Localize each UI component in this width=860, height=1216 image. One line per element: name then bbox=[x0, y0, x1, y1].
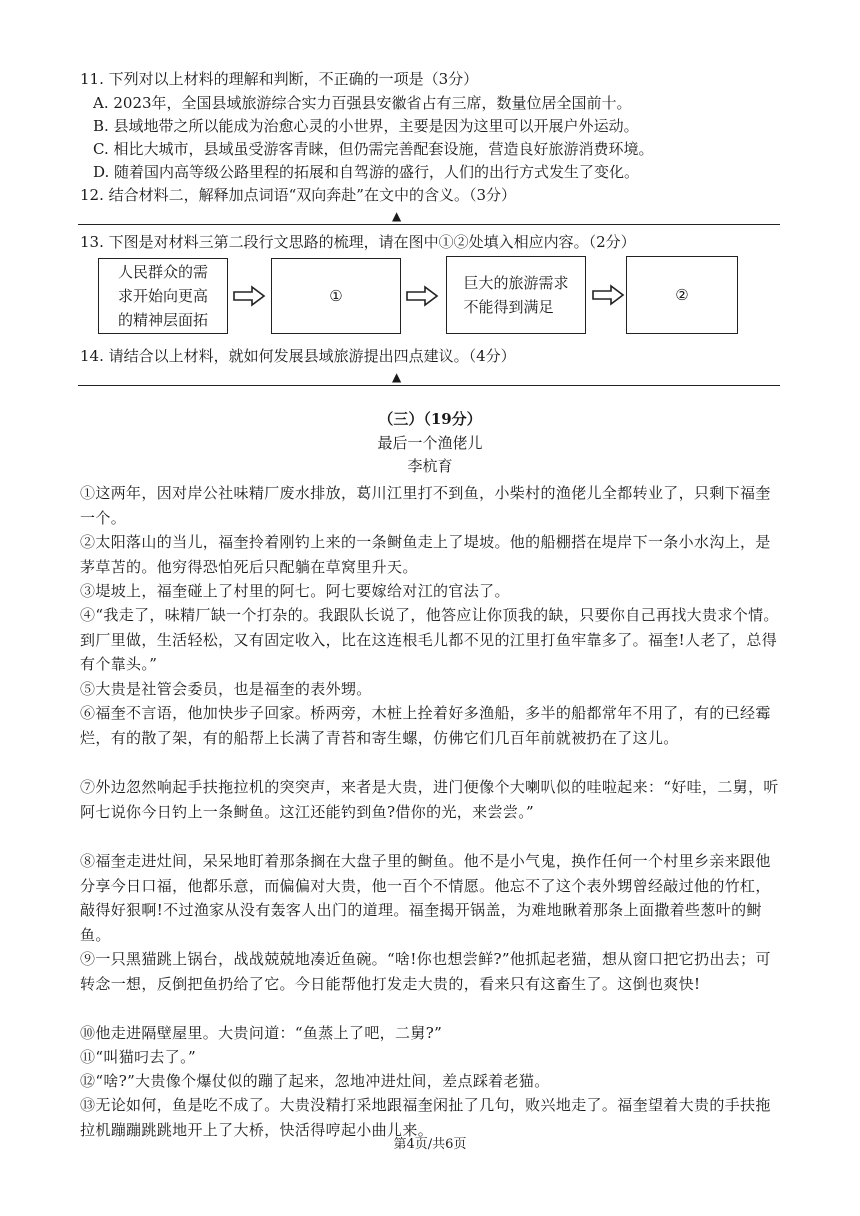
section-heading: （三）（19分） bbox=[378, 410, 482, 428]
q11-option-a: A. 2023年，全国县域旅游综合实力百强县安徽省占有三席，数量位居全国前十。 bbox=[93, 94, 632, 112]
flow-box-1 bbox=[98, 258, 228, 334]
flow-arrow-3 bbox=[591, 284, 625, 306]
flow-box-3-line-2: 不能得到满足 bbox=[463, 298, 554, 316]
paragraph-7: ⑦外边忽然响起手扶拖拉机的突突声，来者是大贵，进门便像个大喇叭似的哇啦起来：“好哇，二舅，听阿七说你今日钓上一条鲥鱼。这江还能钓到鱼?借你的光，来尝尝。” bbox=[80, 778, 779, 821]
flow-box-3-line-1: 巨大的旅游需求 bbox=[463, 274, 569, 292]
flow-box-4 bbox=[626, 256, 738, 334]
flow-arrow-1 bbox=[232, 285, 266, 307]
paragraph-9: ⑨一只黑猫跳上锅台，战战兢兢地凑近鱼碗。“啥!你也想尝鲜?”他抓起老猫，想从窗口把它扔出去；可转念一想，反倒把鱼扔给了它。今日能帮他打发走大贵的，看来只有这畜生了。这倒也爽快! bbox=[80, 950, 771, 993]
paragraph-6: ⑥福奎不言语，他加快步子回家。桥两旁，木桩上拴着好多渔船，多半的船都常年不用了，有的已经霉烂，有的散了架，有的船帮上长满了青苔和寄生螺，仿佛它们几百年前就被扔在了这儿。 bbox=[80, 704, 771, 747]
q13-stem: 13. 下图是对材料三第二段行文思路的梳理，请在图中①②处填入相应内容。（2分） bbox=[80, 233, 636, 251]
answer-line-12 bbox=[78, 224, 780, 225]
flow-box-1-line-1: 人民群众的需 bbox=[117, 263, 208, 281]
flow-arrow-2 bbox=[405, 285, 439, 307]
q11-option-d: D. 随着国内高等级公路里程的拓展和自驾游的盛行，人们的出行方式发生了变化。 bbox=[93, 163, 640, 181]
paragraph-11: ⑪“叫猫叼去了。” bbox=[80, 1048, 196, 1066]
paragraph-8: ⑧福奎走进灶间，呆呆地盯着那条搁在大盘子里的鲥鱼。他不是小气鬼，换作任何一个村里乡亲来跟他分享今日口福，他都乐意，而偏偏对大贵，他一百个不情愿。他忘不了这个表外甥曾经敲过他的竹杠，敲得好狠啊!不过渔家从没有轰客人出门的道理。福奎揭开锅盖，为难地瞅着那条上面撒着些葱叶的鲥鱼。 bbox=[80, 852, 771, 944]
page-footer: 第4页/共6页 bbox=[393, 1137, 467, 1152]
flow-box-3 bbox=[446, 256, 586, 334]
paragraph-3: ③堤坡上，福奎碰上了村里的阿七。阿七要嫁给对江的官法了。 bbox=[80, 582, 510, 600]
q14-stem: 14. 请结合以上材料，就如何发展县域旅游提出四点建议。（4分） bbox=[80, 347, 516, 365]
paragraph-10: ⑩他走进隔壁屋里。大贵问道：“鱼蒸上了吧，二舅?” bbox=[80, 1024, 443, 1042]
paragraph-13: ⑬无论如何，鱼是吃不成了。大贵没精打采地跟福奎闲扯了几句，败兴地走了。福奎望着大贵的手扶拖拉机蹦蹦跳跳地开上了大桥，快活得哼起小曲儿来。 bbox=[80, 1096, 771, 1139]
q12-stem: 12. 结合材料二，解释加点词语“双向奔赴”在文中的含义。（3分） bbox=[80, 186, 517, 204]
answer-marker-12: ▲ bbox=[392, 209, 402, 223]
paragraph-5: ⑤大贵是社管会委员，也是福奎的表外甥。 bbox=[80, 680, 372, 698]
flow-box-2 bbox=[271, 258, 401, 334]
paragraph-2: ②太阳落山的当儿，福奎拎着刚钓上来的一条鲥鱼走上了堤坡。他的船棚搭在堤岸下一条小水沟上，是茅草苫的。他穷得恐怕死后只配躺在草窝里升天。 bbox=[80, 533, 771, 576]
q11-option-b: B. 县域地带之所以能成为治愈心灵的小世界，主要是因为这里可以开展户外运动。 bbox=[93, 117, 639, 135]
q11-stem: 11. 下列对以上材料的理解和判断，不正确的一项是（3分） bbox=[80, 70, 479, 88]
paragraph-1: ①这两年，因对岸公社味精厂废水排放，葛川江里打不到鱼，小柴村的渔佬儿全都转业了，只剩下福奎一个。 bbox=[80, 484, 771, 527]
q11-option-c: C. 相比大城市，县域虽受游客青睐，但仍需完善配套设施，营造良好旅游消费环境。 bbox=[93, 140, 654, 158]
story-author: 李杭育 bbox=[407, 457, 453, 475]
answer-line-14 bbox=[78, 385, 780, 386]
paragraph-4: ④“我走了，味精厂缺一个打杂的。我跟队长说了，他答应让你顶我的缺，只要你自己再找大贵求个情。到厂里做，生活轻松，又有固定收入，比在这连根毛儿都不见的江里打鱼牢靠多了。福奎!人老了，总得有个靠头。” bbox=[80, 606, 779, 674]
paragraph-12: ⑫“啥?”大贵像个爆仗似的蹦了起来，忽地冲进灶间，差点踩着老猫。 bbox=[80, 1072, 550, 1090]
answer-marker-14: ▲ bbox=[392, 370, 402, 384]
story-title: 最后一个渔佬儿 bbox=[377, 434, 483, 452]
flow-box-2-blank: ① bbox=[329, 287, 343, 305]
flow-box-1-line-2: 求开始向更高 bbox=[117, 287, 208, 305]
flow-box-1-line-3: 的精神层面拓 bbox=[117, 311, 208, 329]
flow-box-4-blank: ② bbox=[675, 286, 689, 304]
